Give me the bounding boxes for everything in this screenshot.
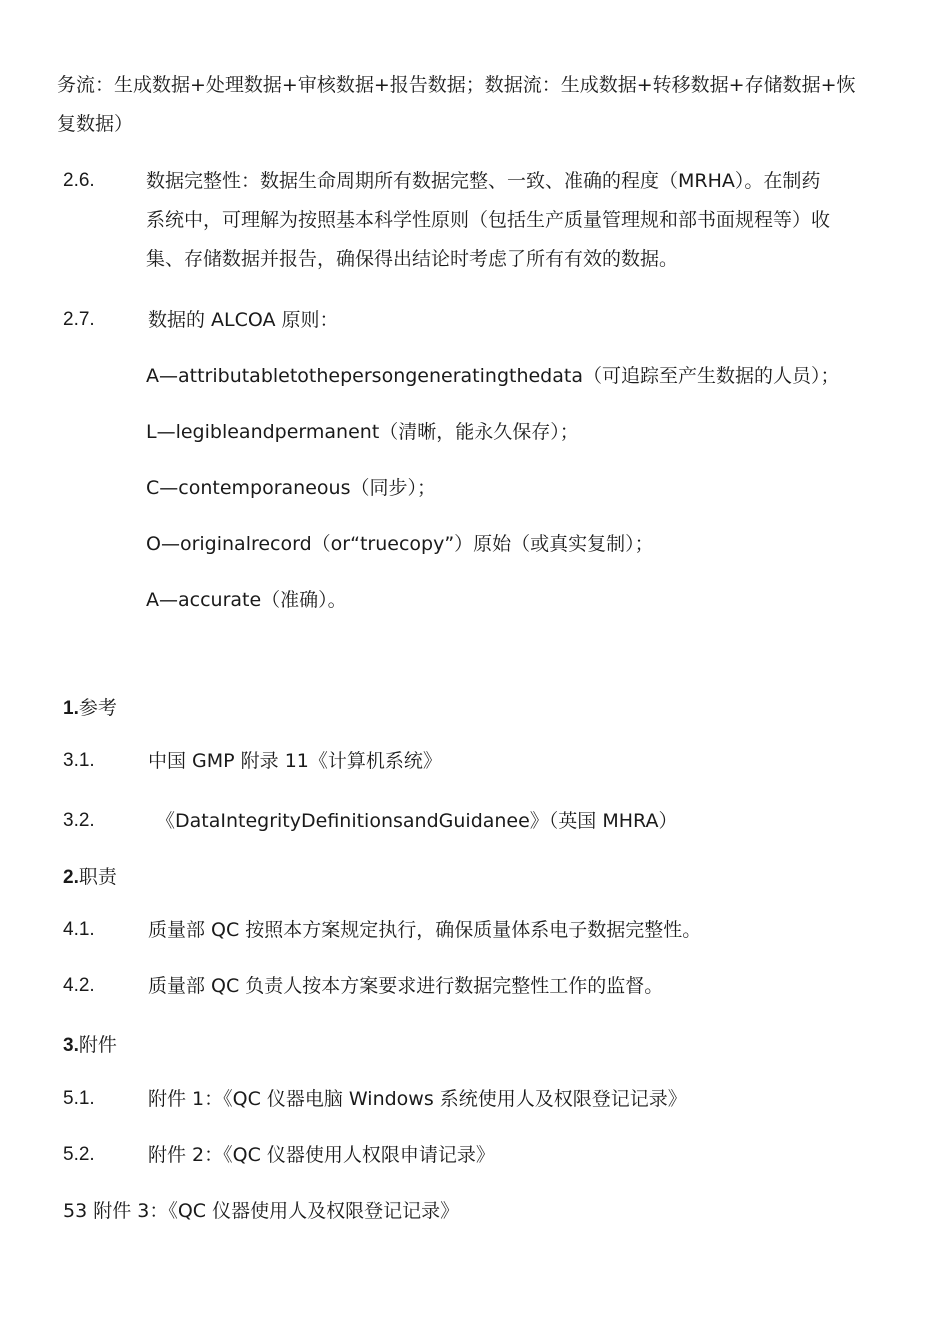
alcoa-item-c: C—contemporaneous（同步）； [146, 477, 436, 499]
section-2-7-title: 数据的 ALCOA 原则： [148, 309, 339, 331]
references-heading [63, 695, 117, 722]
attachments-heading-text: 附件 [78, 1034, 117, 1056]
attachment-number-5-1: 5.1. [63, 1088, 95, 1109]
section-number-2-7: 2.7. [63, 309, 95, 330]
intro-line-2: 复数据） [57, 113, 134, 135]
duty-item-4-1: 质量部 QC 按照本方案规定执行，确保质量体系电子数据完整性。 [148, 919, 702, 941]
section-2-6-line-1: 数据完整性：数据生命周期所有数据完整、一致、准确的程度（MRHA）。在制药 [146, 170, 821, 192]
alcoa-item-a2: A—accurate（准确）。 [146, 589, 347, 611]
references-heading-number: 1. [63, 698, 79, 719]
attachment-item-5-3: 53 附件 3：《QC 仪器使用人及权限登记记录》 [63, 1200, 460, 1222]
reference-number-3-1: 3.1. [63, 750, 95, 771]
alcoa-item-l: L—legibleandpermanent（清晰，能永久保存）； [146, 421, 579, 443]
reference-item-3-1: 中国 GMP 附录 11《计算机系统》 [148, 750, 442, 772]
duty-number-4-2: 4.2. [63, 975, 95, 996]
attachments-heading [63, 1032, 117, 1059]
duties-heading-number: 2. [63, 867, 79, 888]
references-heading-text: 参考 [78, 697, 117, 719]
duties-heading-text: 职责 [78, 866, 117, 888]
intro-line-1: 务流：生成数据+处理数据+审核数据+报告数据；数据流：生成数据+转移数据+存储数据+恢 [57, 74, 856, 96]
duty-item-4-2: 质量部 QC 负责人按本方案要求进行数据完整性工作的监督。 [148, 975, 664, 997]
attachment-item-5-1: 附件 1：《QC 仪器电脑 Windows 系统使用人及权限登记记录》 [148, 1088, 687, 1110]
attachment-item-5-2: 附件 2：《QC 仪器使用人权限申请记录》 [148, 1144, 495, 1166]
attachments-heading-number: 3. [63, 1035, 79, 1056]
duties-heading [63, 864, 117, 891]
section-number-2-6: 2.6. [63, 170, 95, 191]
alcoa-item-o: O—originalrecord（or“truecopy”）原始（或真实复制）； [146, 533, 654, 555]
reference-item-3-2: 《DataIntegrityDefinitionsandGuidanee》（英国 MHRA） [156, 810, 678, 832]
duty-number-4-1: 4.1. [63, 919, 95, 940]
reference-number-3-2: 3.2. [63, 810, 95, 831]
attachment-number-5-2: 5.2. [63, 1144, 95, 1165]
alcoa-item-a: A—attributabletothepersongeneratingthedata（可追踪至产生数据的人员）； [146, 365, 840, 387]
section-2-6-line-2: 系统中，可理解为按照基本科学性原则（包括生产质量管理规和部书面规程等）收 [146, 209, 831, 231]
section-2-6-line-3: 集、存储数据并报告，确保得出结论时考虑了所有有效的数据。 [146, 248, 679, 270]
